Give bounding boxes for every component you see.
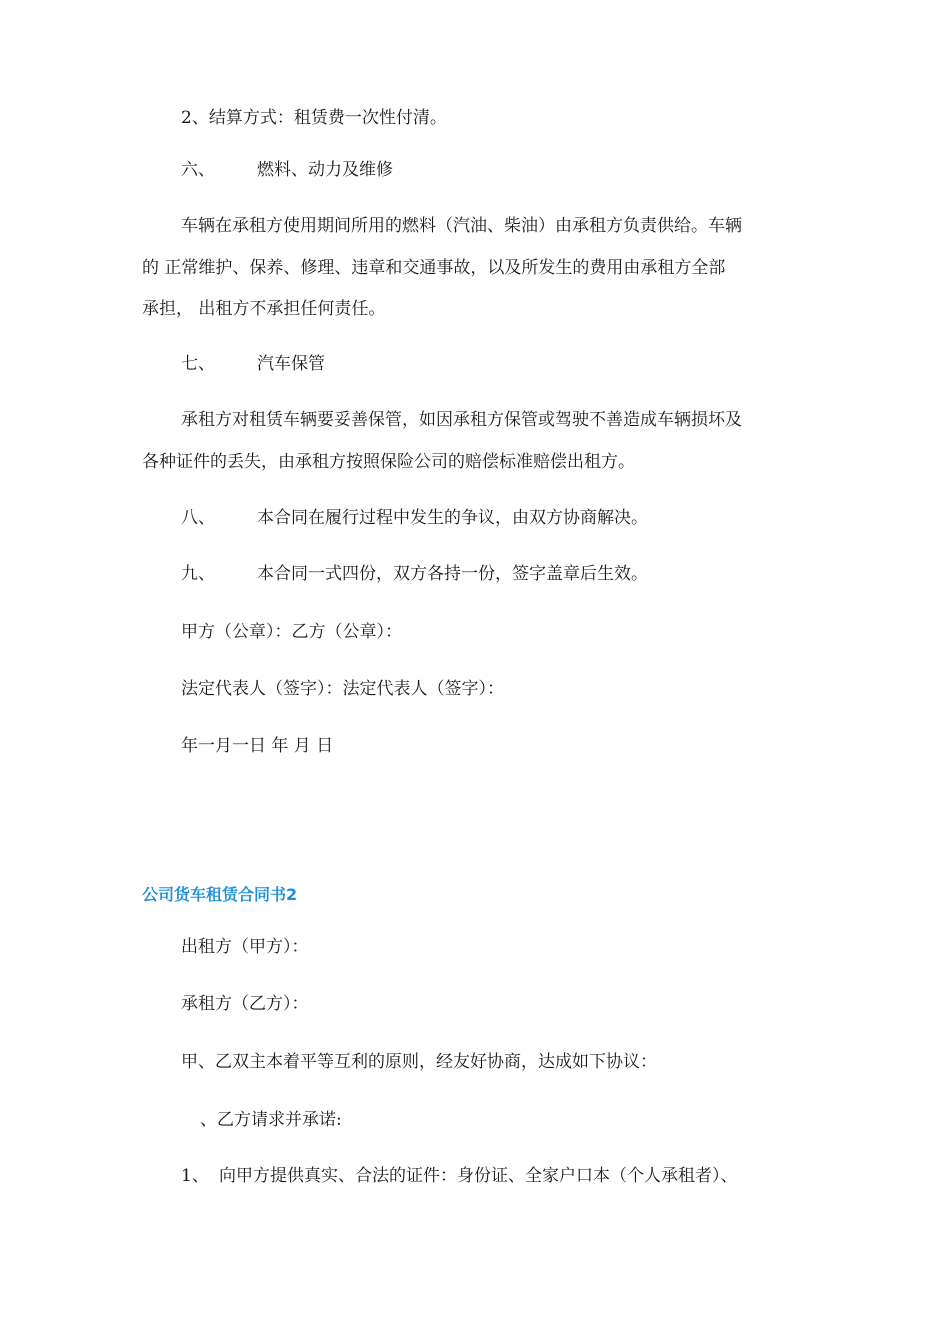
contract-2-heading: 公司货车租赁合同书2 [142,885,298,904]
section-7-heading [181,353,325,375]
section-6-text-line-3: 承担， 出租方不承担任何责任。 [142,299,386,319]
signature-parties: 甲方（公章）：乙方（公章）： [181,622,402,642]
item-1-number: 1、 [181,1166,209,1186]
section-9-clause [181,563,648,585]
signature-representatives: 法定代表人（签字）：法定代表人（签字）： [181,679,504,699]
section-6-number: 六、 [181,160,215,180]
settlement-paragraph: 2、结算方式：租赁费一次性付清。 [181,108,447,128]
section-8-text: 本合同在履行过程中发生的争议，由双方协商解决。 [257,508,648,528]
section-9-text: 本合同一式四份，双方各持一份，签字盖章后生效。 [257,564,648,584]
section-6-text-line-1: 车辆在承租方使用期间所用的燃料（汽油、柴油）由承租方负责供给。车辆 [181,216,742,236]
section-7-number: 七、 [181,354,215,374]
section-8-number: 八、 [181,508,215,528]
section-6-title: 燃料、动力及维修 [257,160,393,180]
lessor-field: 出租方（甲方）： [181,937,309,957]
item-1-text: 向甲方提供真实、合法的证件：身份证、全家户口本（个人承租者）、 [219,1166,738,1186]
section-7-text-line-1: 承租方对租赁车辆要妥善保管，如因承租方保管或驾驶不善造成车辆损坏及 [181,410,742,430]
item-1 [181,1165,738,1187]
section-8-clause [181,507,648,529]
signature-date: 年一月一日 年 月 日 [181,736,334,756]
section-9-number: 九、 [181,564,215,584]
lessee-field: 承租方（乙方）： [181,994,309,1014]
section-7-title: 汽车保管 [257,354,325,374]
lessee-request-heading: 、乙方请求并承诺: [200,1110,342,1130]
section-6-text-line-2: 的 正常维护、保养、修理、违章和交通事故，以及所发生的费用由承租方全部 [142,258,726,278]
section-6-heading [181,159,393,181]
section-7-text-line-2: 各种证件的丢失，由承租方按照保险公司的赔偿标准赔偿出租方。 [142,452,635,472]
agreement-intro: 甲、乙双主本着平等互利的原则，经友好协商，达成如下协议： [181,1052,657,1072]
